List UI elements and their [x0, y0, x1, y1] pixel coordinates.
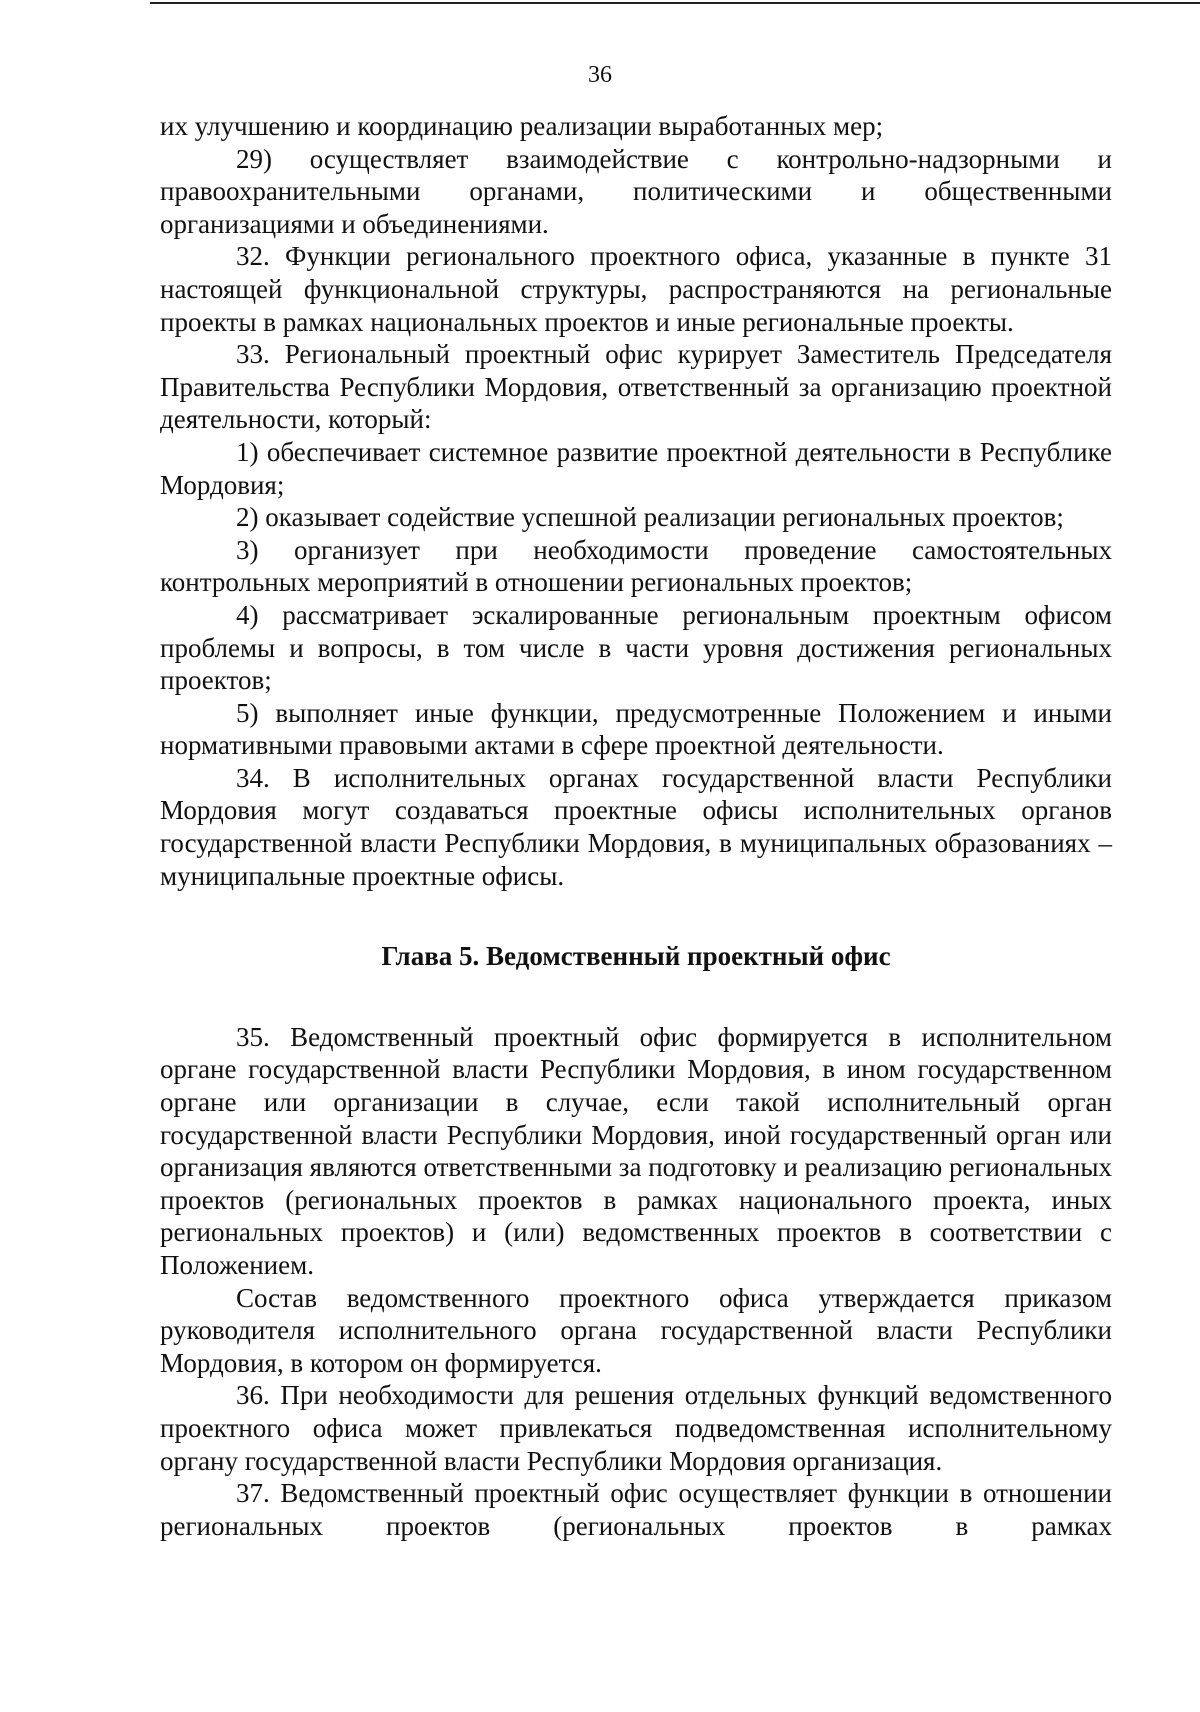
page-number: 36 — [588, 62, 612, 88]
paragraph-32: 32. Функции регионального проектного офиса, указанные в пункте 31 настоящей функциональной структуры, распространяются на региональные проекты в рамках национальных проектов и иные региональные проекты. — [160, 241, 1112, 337]
paragraph-33-item-2: 2) оказывает содействие успешной реализации региональных проектов; — [236, 502, 1064, 533]
document-body — [160, 110, 1112, 1542]
paragraph-35-composition: Состав ведомственного проектного офиса утверждается приказом руководителя исполнительного органа государственной власти Республики Мордовия, в котором он формируется. — [160, 1282, 1112, 1378]
chapter-heading: Глава 5. Ведомственный проектный офис — [381, 941, 891, 972]
paragraph-33-item-1: 1) обеспечивает системное развитие проектной деятельности в Республике Мордовия; — [160, 436, 1112, 500]
paragraph-34: 34. В исполнительных органах государственной власти Республики Мордовия могут создаваться проектные офисы исполнительных органов государственной власти Республики Мордовия, в муниципальных образованиях – муниципальные проектные офисы. — [160, 762, 1112, 891]
paragraph-33-item-4: 4) рассматривает эскалированные региональным проектным офисом проблемы и вопросы, в том числе в части уровня достижения региональных проектов; — [160, 599, 1112, 696]
paragraph-33: 33. Региональный проектный офис курирует Заместитель Председателя Правительства Республики Мордовия, ответственный за организацию проектной деятельности, который: — [160, 339, 1112, 435]
paragraph-item-29: 29) осуществляет взаимодействие с контрольно-надзорными и правоохранительными органами, политическими и общественными организациями и объединениями. — [160, 143, 1112, 239]
paragraph-33-item-5: 5) выполняет иные функции, предусмотренные Положением и иными нормативными правовыми актами в сфере проектной деятельности. — [160, 697, 1112, 761]
paragraph-37: 37. Ведомственный проектный офис осуществляет функции в отношении региональных проектов (региональных проектов в рамках — [160, 1478, 1112, 1541]
paragraph-35: 35. Ведомственный проектный офис формируется в исполнительном органе государственной власти Республики Мордовия, в ином государственном органе или организации в случае, если такой исполнительный орган государственной власти Республики Мордовия, иной государственный орган или организация являются ответственными за подготовку и реализацию региональных проектов (региональных проектов в рамках национального проекта, иных региональных проектов) и (или) ведомственных проектов в соответствии с Положением. — [160, 1021, 1113, 1280]
page-top-border — [150, 2, 1200, 4]
paragraph-continuation: их улучшению и координацию реализации выработанных мер; — [160, 111, 884, 141]
paragraph-33-item-3: 3) организует при необходимости проведение самостоятельных контрольных мероприятий в отношении региональных проектов; — [160, 534, 1112, 598]
paragraph-36: 36. При необходимости для решения отдельных функций ведомственного проектного офиса может привлекаться подведомственная исполнительному органу государственной власти Республики Мордовия организация. — [160, 1380, 1112, 1476]
